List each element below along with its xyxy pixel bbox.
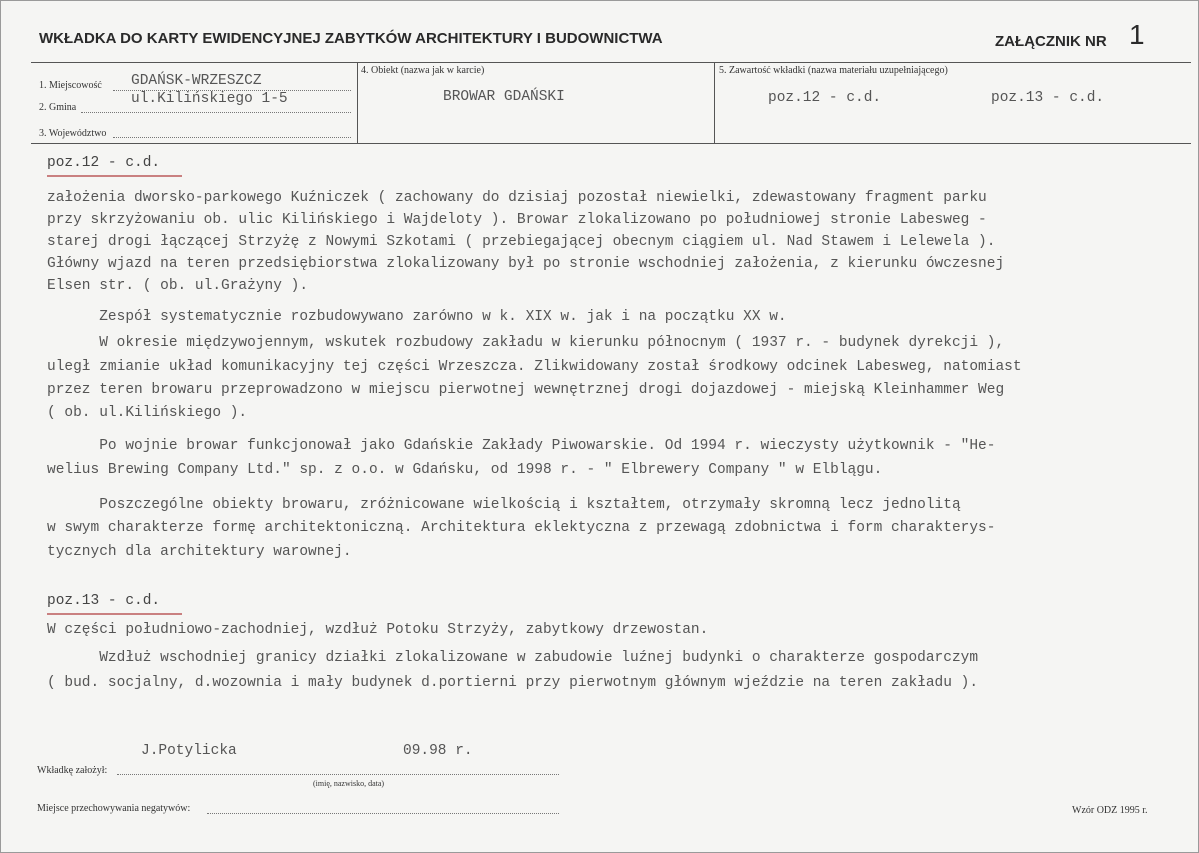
content-value-2: poz.13 - c.d. <box>991 90 1105 106</box>
section1-line: Poszczególne obiekty browaru, zróżnicowane wielkością i kształtem, otrzymały skromną lecz jednolitą <box>47 497 961 513</box>
section2-line: ( bud. socjalny, d.wozownia i mały budynek d.portierni przy pierwotnym głównym wjeździe na teren zakładu ). <box>47 675 979 691</box>
voivodeship-label: 3. Województwo <box>39 128 107 139</box>
section1-line: ( ob. ul.Kilińskiego ). <box>47 405 248 421</box>
date-value: 09.98 r. <box>403 743 473 759</box>
author-value: J.Potylicka <box>141 743 237 759</box>
annex-label: ZAŁĄCZNIK NR <box>995 33 1107 50</box>
card-title: WKŁADKA DO KARTY EWIDENCYJNEJ ZABYTKÓW ARCHITEKTURY I BUDOWNICTWA <box>39 30 663 47</box>
section1-line: tycznych dla architektury warownej. <box>47 544 352 560</box>
content-label: 5. Zawartość wkładki (nazwa materiału uzupełniającego) <box>719 65 948 76</box>
section1-heading: poz.12 - c.d. <box>47 155 161 171</box>
author-label: Wkładkę założył: <box>37 765 108 776</box>
form-top-border <box>31 62 1191 63</box>
section2-heading: poz.13 - c.d. <box>47 593 161 609</box>
section1-line: Główny wjazd na teren przedsiębiorstwa zlokalizowany był po stronie wschodniej założenia, z kierunku ówczesnej <box>47 256 1005 272</box>
section2-line: Wzdłuż wschodniej granicy działki zlokalizowane w zabudowie luźnej budynki o charakterze gospodarczym <box>47 650 979 666</box>
section1-line: W okresie międzywojennym, wskutek rozbudowy zakładu w kierunku północnym ( 1937 r. - budynek dyrekcji ), <box>47 335 1005 351</box>
street-value: ul.Kilińskiego 1-5 <box>131 91 288 107</box>
form-divider-2 <box>714 62 715 143</box>
content-value-1: poz.12 - c.d. <box>768 90 882 106</box>
author-sublabel: (imię, nazwisko, data) <box>313 779 385 788</box>
annex-number: 1 <box>1129 19 1145 50</box>
section1-line: welius Brewing Company Ltd." sp. z o.o. w Gdańsku, od 1998 r. - " Elbrewery Company " w Elblągu. <box>47 462 883 478</box>
section2-line: W części południowo-zachodniej, wzdłuż Potoku Strzyży, zabytkowy drzewostan. <box>47 622 709 638</box>
section1-line: założenia dworsko-parkowego Kuźniczek ( zachowany do dzisiaj pozostał niewielki, zdewastowany fragment parku <box>47 190 987 206</box>
section1-line: przy skrzyżowaniu ob. ulic Kilińskiego i Wajdeloty ). Browar zlokalizowano po południowej stronie Labesweg - <box>47 212 987 228</box>
author-dotted-line <box>117 774 559 775</box>
locality-label: 1. Miejscowość <box>39 80 102 91</box>
voivodeship-dotted-line <box>113 137 351 138</box>
section2-heading-underline <box>47 613 182 615</box>
section1-line: uległ zmianie układ komunikacyjny tej części Wrzeszcza. Zlikwidowany został środkowy odcinek Labesweg, natomiast <box>47 359 1022 375</box>
section1-line: Po wojnie browar funkcjonował jako Gdańskie Zakłady Piwowarskie. Od 1994 r. wieczysty użytkownik - "He- <box>47 438 996 454</box>
section1-line: przez teren browaru przeprowadzono w miejscu pierwotnej wewnętrznej drogi dojazdowej - miejską Kleinhammer Weg <box>47 382 1005 398</box>
storage-label: Miejsce przechowywania negatywów: <box>37 803 191 814</box>
section1-line: starej drogi łączącej Strzyżę z Nowymi Szkotami ( przebiegającej obecnym ciągiem ul. Nad Stawem i Lelewela ). <box>47 234 996 250</box>
section1-line: Zespół systematycznie rozbudowywano zarówno w k. XIX w. jak i na początku XX w. <box>47 309 787 325</box>
form-bottom-border <box>31 143 1191 144</box>
form-divider-1 <box>357 62 358 143</box>
storage-dotted-line <box>207 813 559 814</box>
object-value: BROWAR GDAŃSKI <box>443 89 565 105</box>
locality-value: GDAŃSK-WRZESZCZ <box>131 73 262 89</box>
section1-heading-underline <box>47 175 182 177</box>
section1-line: w swym charakterze formę architektoniczną. Architektura eklektyczna z przewagą zdobnictwa i form charakterys- <box>47 520 996 536</box>
commune-dotted-line <box>81 112 351 113</box>
form-version-label: Wzór ODZ 1995 r. <box>1072 805 1148 816</box>
object-label: 4. Obiekt (nazwa jak w karcie) <box>361 65 485 76</box>
commune-label: 2. Gmina <box>39 102 77 113</box>
section1-line: Elsen str. ( ob. ul.Grażyny ). <box>47 278 309 294</box>
